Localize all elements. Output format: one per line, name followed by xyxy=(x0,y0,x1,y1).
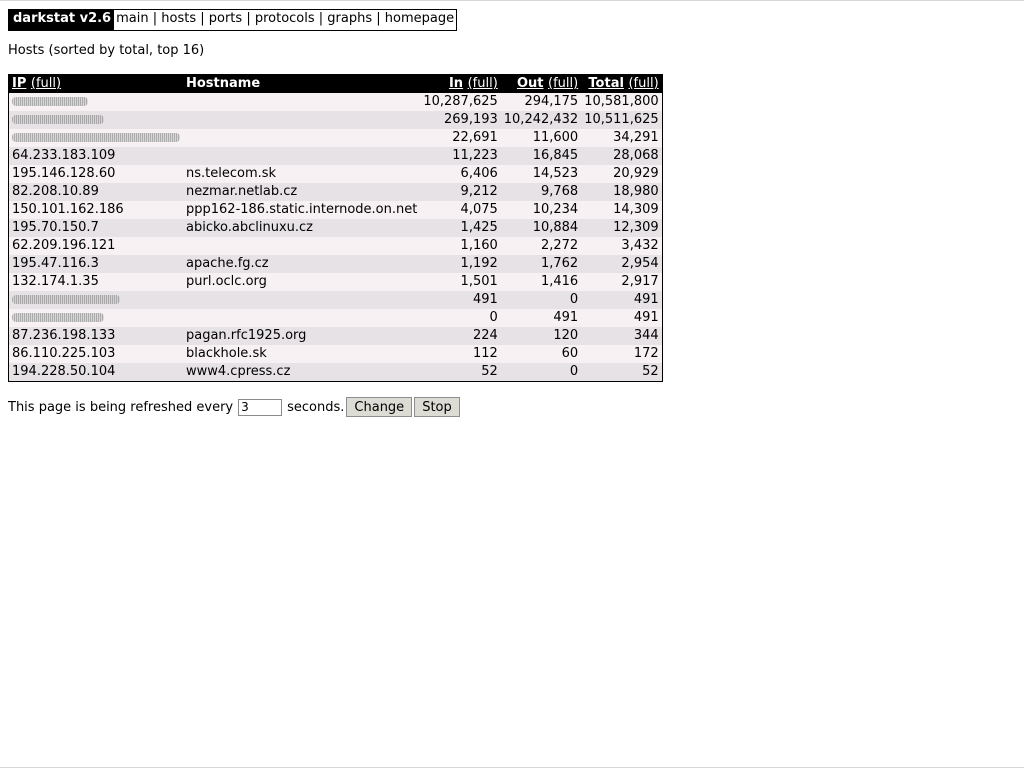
out-bytes-cell: 60 xyxy=(501,345,581,363)
in-bytes-cell: 10,287,625 xyxy=(420,93,500,111)
in-bytes-cell: 1,501 xyxy=(420,273,500,291)
ip-cell-redacted xyxy=(9,111,184,129)
top-navbar xyxy=(8,9,457,31)
nav-link-homepage[interactable]: homepage xyxy=(384,11,455,26)
total-bytes-cell: 12,309 xyxy=(581,219,662,237)
table-row xyxy=(9,129,663,147)
in-bytes-cell: 112 xyxy=(420,345,500,363)
ip-cell: 82.208.10.89 xyxy=(9,183,184,201)
nav-links xyxy=(114,10,456,30)
out-bytes-cell: 120 xyxy=(501,327,581,345)
change-button[interactable]: Change xyxy=(346,397,412,417)
ip-cell: 86.110.225.103 xyxy=(9,345,184,363)
refresh-seconds-label: seconds. xyxy=(287,399,345,415)
total-column-header xyxy=(581,75,662,94)
out-bytes-cell: 2,272 xyxy=(501,237,581,255)
ip-cell: 87.236.198.133 xyxy=(9,327,184,345)
out-bytes-cell: 10,234 xyxy=(501,201,581,219)
in-bytes-cell: 1,192 xyxy=(420,255,500,273)
hosts-table-body xyxy=(9,93,663,382)
page-heading: Hosts (sorted by total, top 16) xyxy=(8,43,205,58)
hostname-cell: ppp162-186.static.internode.on.net xyxy=(183,201,420,219)
table-row xyxy=(9,165,663,183)
hostname-cell xyxy=(183,291,420,309)
nav-link-hosts[interactable]: hosts xyxy=(161,11,197,26)
total-bytes-cell: 28,068 xyxy=(581,147,662,165)
in-bytes-cell: 224 xyxy=(420,327,500,345)
out-bytes-cell: 9,768 xyxy=(501,183,581,201)
total-bytes-cell: 2,954 xyxy=(581,255,662,273)
total-bytes-cell: 18,980 xyxy=(581,183,662,201)
ip-cell: 64.233.183.109 xyxy=(9,147,184,165)
nav-separator: | xyxy=(152,11,162,26)
out-bytes-cell: 0 xyxy=(501,291,581,309)
table-row xyxy=(9,327,663,345)
table-row xyxy=(9,237,663,255)
hostname-cell xyxy=(183,111,420,129)
in-bytes-cell: 11,223 xyxy=(420,147,500,165)
in-bytes-cell: 1,160 xyxy=(420,237,500,255)
ip-cell-redacted xyxy=(9,309,184,327)
out-column-header xyxy=(501,75,581,94)
ip-cell: 62.209.196.121 xyxy=(9,237,184,255)
out-bytes-cell: 1,762 xyxy=(501,255,581,273)
ip-cell: 194.228.50.104 xyxy=(9,363,184,382)
nav-separator: | xyxy=(200,11,209,26)
out-bytes-cell: 14,523 xyxy=(501,165,581,183)
hostname-column-header: Hostname xyxy=(183,75,420,94)
nav-separator: | xyxy=(318,11,328,26)
ip-cell: 150.101.162.186 xyxy=(9,201,184,219)
hostname-cell: abicko.abclinuxu.cz xyxy=(183,219,420,237)
hostname-cell: ns.telecom.sk xyxy=(183,165,420,183)
table-row xyxy=(9,363,663,382)
table-row xyxy=(9,255,663,273)
sort-by-total-link[interactable]: Total xyxy=(588,76,624,91)
nav-link-graphs[interactable]: graphs xyxy=(327,11,373,26)
ip-cell: 195.146.128.60 xyxy=(9,165,184,183)
in-full-link[interactable]: (full) xyxy=(467,76,498,91)
hostname-cell xyxy=(183,129,420,147)
out-bytes-cell: 10,242,432 xyxy=(501,111,581,129)
out-bytes-cell: 0 xyxy=(501,363,581,382)
total-bytes-cell: 491 xyxy=(581,309,662,327)
out-bytes-cell: 1,416 xyxy=(501,273,581,291)
total-bytes-cell: 344 xyxy=(581,327,662,345)
in-bytes-cell: 22,691 xyxy=(420,129,500,147)
hostname-cell: pagan.rfc1925.org xyxy=(183,327,420,345)
in-bytes-cell: 1,425 xyxy=(420,219,500,237)
total-bytes-cell: 3,432 xyxy=(581,237,662,255)
ip-cell-redacted xyxy=(9,129,184,147)
total-bytes-cell: 172 xyxy=(581,345,662,363)
table-header-row xyxy=(9,75,663,94)
in-bytes-cell: 4,075 xyxy=(420,201,500,219)
hostname-cell: purl.oclc.org xyxy=(183,273,420,291)
table-row xyxy=(9,291,663,309)
refresh-controls xyxy=(8,397,460,417)
out-bytes-cell: 10,884 xyxy=(501,219,581,237)
hostname-cell: blackhole.sk xyxy=(183,345,420,363)
sort-by-ip-link[interactable]: IP xyxy=(12,76,27,91)
table-row xyxy=(9,345,663,363)
table-row xyxy=(9,219,663,237)
table-row xyxy=(9,93,663,111)
table-row xyxy=(9,111,663,129)
ip-column-header xyxy=(9,75,184,94)
table-row xyxy=(9,273,663,291)
sort-by-out-link[interactable]: Out xyxy=(516,76,544,91)
table-row xyxy=(9,147,663,165)
table-row xyxy=(9,201,663,219)
total-bytes-cell: 491 xyxy=(581,291,662,309)
refresh-label: This page is being refreshed every xyxy=(8,399,234,415)
total-bytes-cell: 2,917 xyxy=(581,273,662,291)
app-brand: darkstat v2.6 xyxy=(9,10,114,30)
table-row xyxy=(9,309,663,327)
refresh-interval-input[interactable] xyxy=(238,399,282,416)
redacted-ip-mark xyxy=(12,97,88,106)
hostname-cell xyxy=(183,309,420,327)
total-bytes-cell: 34,291 xyxy=(581,129,662,147)
nav-link-main[interactable]: main xyxy=(116,11,149,26)
ip-full-link[interactable]: (full) xyxy=(30,76,62,91)
ip-cell: 195.47.116.3 xyxy=(9,255,184,273)
in-bytes-cell: 52 xyxy=(420,363,500,382)
nav-link-ports[interactable]: ports xyxy=(208,11,243,26)
out-bytes-cell: 491 xyxy=(501,309,581,327)
total-bytes-cell: 10,511,625 xyxy=(581,111,662,129)
out-bytes-cell: 16,845 xyxy=(501,147,581,165)
hostname-cell xyxy=(183,93,420,111)
sort-by-in-link[interactable]: In xyxy=(448,76,464,91)
in-column-header xyxy=(420,75,500,94)
total-bytes-cell: 20,929 xyxy=(581,165,662,183)
total-bytes-cell: 10,581,800 xyxy=(581,93,662,111)
hostname-cell: apache.fg.cz xyxy=(183,255,420,273)
out-bytes-cell: 11,600 xyxy=(501,129,581,147)
nav-link-protocols[interactable]: protocols xyxy=(254,11,315,26)
total-full-link[interactable]: (full) xyxy=(628,76,659,91)
in-bytes-cell: 269,193 xyxy=(420,111,500,129)
in-bytes-cell: 0 xyxy=(420,309,500,327)
ip-cell-redacted xyxy=(9,291,184,309)
hosts-table xyxy=(8,74,663,382)
total-bytes-cell: 14,309 xyxy=(581,201,662,219)
nav-separator: | xyxy=(376,11,385,26)
ip-cell: 132.174.1.35 xyxy=(9,273,184,291)
in-bytes-cell: 6,406 xyxy=(420,165,500,183)
redacted-ip-mark xyxy=(12,115,104,124)
ip-cell: 195.70.150.7 xyxy=(9,219,184,237)
nav-separator: | xyxy=(246,11,255,26)
stop-button[interactable]: Stop xyxy=(414,397,460,417)
table-row xyxy=(9,183,663,201)
hostname-cell: www4.cpress.cz xyxy=(183,363,420,382)
in-bytes-cell: 9,212 xyxy=(420,183,500,201)
out-bytes-cell: 294,175 xyxy=(501,93,581,111)
out-full-link[interactable]: (full) xyxy=(548,76,579,91)
hostname-cell: nezmar.netlab.cz xyxy=(183,183,420,201)
in-bytes-cell: 491 xyxy=(420,291,500,309)
redacted-ip-mark xyxy=(12,133,180,142)
ip-cell-redacted xyxy=(9,93,184,111)
hostname-cell xyxy=(183,147,420,165)
hostname-cell xyxy=(183,237,420,255)
total-bytes-cell: 52 xyxy=(581,363,662,382)
redacted-ip-mark xyxy=(12,295,120,304)
redacted-ip-mark xyxy=(12,313,104,322)
